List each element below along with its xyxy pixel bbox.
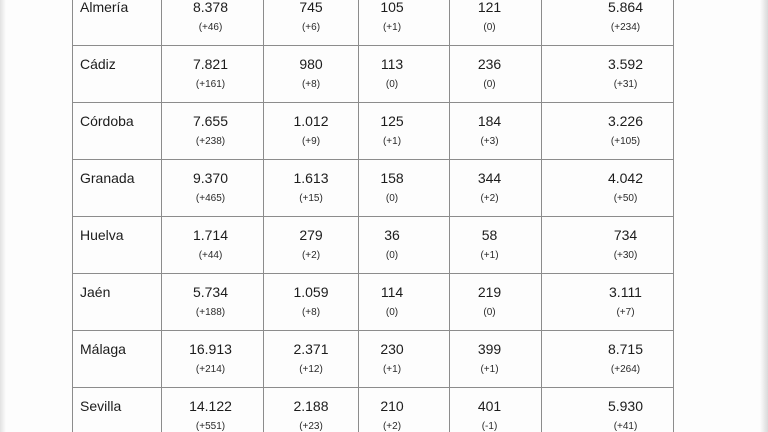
value-cell [264, 103, 359, 160]
province-cell [73, 274, 162, 331]
daily-change: (+1) [382, 136, 402, 147]
value-cell [264, 388, 359, 432]
value-cell [264, 217, 359, 274]
value-cell [162, 0, 264, 46]
value: 58 [481, 227, 498, 243]
value-cell [162, 388, 264, 432]
value: 3.111 [609, 284, 642, 300]
value: 734 [613, 227, 638, 243]
daily-change: (+551) [195, 421, 226, 432]
daily-change: (+105) [610, 136, 641, 147]
province-name: Cádiz [80, 56, 116, 72]
value-cell [264, 160, 359, 217]
value: 2.371 [293, 341, 329, 357]
value: 219 [477, 284, 502, 300]
value: 4.042 [607, 170, 644, 186]
value: 8.715 [607, 341, 644, 357]
value: 1.714 [192, 227, 229, 243]
daily-change: (+234) [610, 22, 641, 33]
value: 16.913 [189, 341, 232, 357]
value-cell [264, 274, 359, 331]
daily-change: (+238) [195, 136, 226, 147]
daily-change: (+1) [480, 364, 499, 375]
value: 158 [380, 170, 404, 186]
daily-change: (+6) [301, 22, 321, 33]
value-cell [359, 0, 450, 46]
daily-change: (+12) [299, 364, 323, 375]
daily-change: (+9) [301, 136, 321, 147]
value: 125 [380, 113, 404, 129]
value-cell [542, 160, 674, 217]
value-cell [450, 160, 542, 217]
province-cell [73, 388, 162, 432]
value-cell [450, 103, 542, 160]
daily-change: (+2) [480, 193, 499, 204]
daily-change: (+1) [480, 250, 499, 261]
value: 745 [299, 0, 323, 15]
value: 344 [477, 170, 502, 186]
daily-change: (+30) [613, 250, 638, 261]
daily-change: (+264) [610, 364, 641, 375]
value-cell [450, 331, 542, 388]
value: 399 [477, 341, 502, 357]
daily-change: (0) [385, 79, 399, 90]
value: 5.734 [192, 284, 229, 300]
province-name: Jaén [80, 284, 111, 300]
value: 3.592 [607, 56, 644, 72]
table-row [73, 46, 674, 103]
table-row [73, 274, 674, 331]
value-cell [542, 103, 674, 160]
value: 1.613 [293, 170, 329, 186]
daily-change: (+1) [382, 22, 402, 33]
value: 184 [477, 113, 502, 129]
daily-change: (+2) [382, 421, 402, 432]
daily-change: (+8) [301, 307, 321, 318]
province-cell [73, 331, 162, 388]
province-name: Huelva [80, 227, 124, 243]
daily-change: (+46) [198, 22, 223, 33]
daily-change: (+465) [195, 193, 226, 204]
value-cell [162, 274, 264, 331]
daily-change: (+3) [480, 136, 499, 147]
value: 121 [477, 0, 502, 15]
value-cell [542, 388, 674, 432]
daily-change: (+188) [195, 307, 226, 318]
table-row [73, 103, 674, 160]
province-name: Málaga [80, 341, 126, 357]
daily-change: (+7) [616, 307, 635, 318]
province-name: Almería [80, 0, 129, 15]
daily-change: (0) [483, 22, 496, 33]
table-row [73, 388, 674, 432]
value-cell [450, 217, 542, 274]
province-name: Sevilla [80, 398, 122, 414]
value: 7.655 [192, 113, 229, 129]
value: 230 [380, 341, 404, 357]
value: 5.930 [607, 398, 644, 414]
value-cell [450, 388, 542, 432]
table-row [73, 217, 674, 274]
province-stats-table [72, 0, 674, 432]
value: 401 [477, 398, 502, 414]
value-cell [162, 46, 264, 103]
value-cell [359, 103, 450, 160]
value-cell [542, 0, 674, 46]
page-shadow-left [0, 0, 6, 432]
value: 210 [380, 398, 404, 414]
daily-change: (+50) [613, 193, 638, 204]
value-cell [542, 274, 674, 331]
page-shadow-right [760, 0, 768, 432]
value: 14.122 [189, 398, 232, 414]
table-row [73, 331, 674, 388]
value-cell [359, 274, 450, 331]
value: 3.226 [607, 113, 644, 129]
daily-change: (0) [483, 79, 496, 90]
value-cell [542, 46, 674, 103]
value-cell [450, 0, 542, 46]
value-cell [359, 160, 450, 217]
province-cell [73, 0, 162, 46]
value: 105 [380, 0, 404, 15]
province-cell [73, 160, 162, 217]
daily-change: (+41) [613, 421, 638, 432]
value: 9.370 [192, 170, 229, 186]
value-cell [542, 331, 674, 388]
daily-change: (+161) [195, 79, 226, 90]
value: 113 [380, 56, 404, 72]
value-cell [264, 331, 359, 388]
value: 8.378 [192, 0, 229, 15]
province-name: Granada [80, 170, 135, 186]
value: 2.188 [293, 398, 329, 414]
daily-change: (-1) [481, 421, 498, 432]
table-row [73, 160, 674, 217]
value-cell [162, 217, 264, 274]
value: 36 [384, 227, 400, 243]
value: 980 [299, 56, 323, 72]
value: 1.012 [293, 113, 329, 129]
daily-change: (+44) [198, 250, 223, 261]
daily-change: (+8) [301, 79, 321, 90]
province-cell [73, 103, 162, 160]
value-cell [359, 217, 450, 274]
value-cell [264, 46, 359, 103]
daily-change: (0) [385, 250, 399, 261]
daily-change: (+31) [613, 79, 638, 90]
value-cell [359, 388, 450, 432]
daily-change: (+1) [382, 364, 402, 375]
province-cell [73, 46, 162, 103]
value: 1.059 [293, 284, 329, 300]
value-cell [264, 0, 359, 46]
daily-change: (+214) [195, 364, 226, 375]
value-cell [359, 331, 450, 388]
value: 5.864 [607, 0, 644, 15]
value: 236 [477, 56, 502, 72]
value-cell [162, 331, 264, 388]
value-cell [162, 160, 264, 217]
daily-change: (0) [385, 193, 399, 204]
daily-change: (+2) [301, 250, 321, 261]
daily-change: (+15) [299, 193, 323, 204]
daily-change: (0) [385, 307, 399, 318]
value-cell [162, 103, 264, 160]
province-name: Córdoba [80, 113, 134, 129]
daily-change: (0) [483, 307, 496, 318]
value: 279 [299, 227, 323, 243]
province-cell [73, 217, 162, 274]
value-cell [359, 46, 450, 103]
value: 114 [380, 284, 404, 300]
daily-change: (+23) [299, 421, 323, 432]
value-cell [450, 274, 542, 331]
table-row [73, 0, 674, 46]
value-cell [542, 217, 674, 274]
value: 7.821 [192, 56, 229, 72]
value-cell [450, 46, 542, 103]
